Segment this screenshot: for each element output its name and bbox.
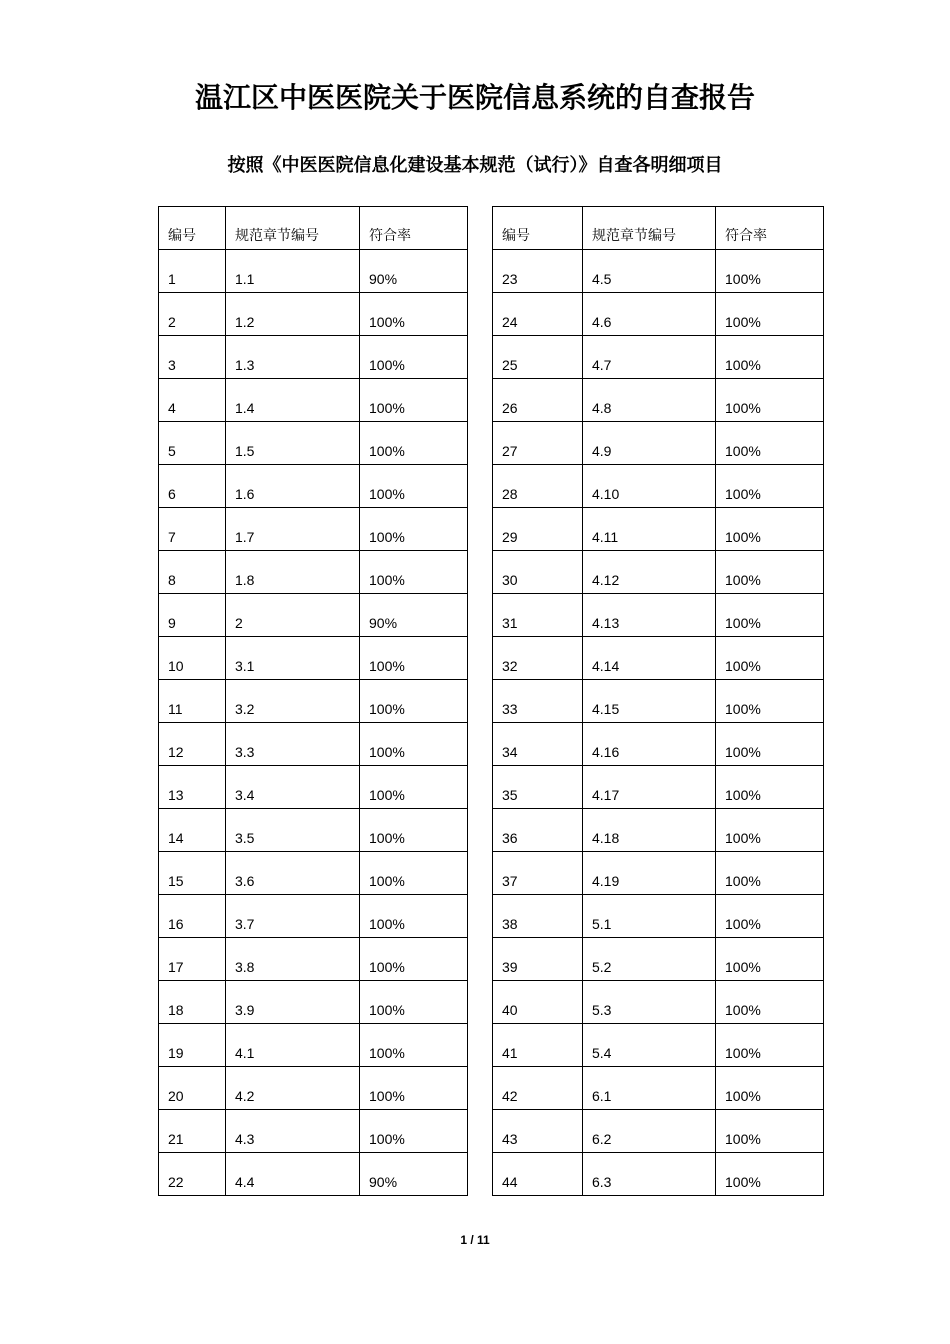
table-row <box>159 852 468 895</box>
cell-number: 6 <box>159 465 226 508</box>
cell-number: 36 <box>493 809 583 852</box>
cell-section: 4.2 <box>226 1067 360 1110</box>
cell-section: 3.9 <box>226 981 360 1024</box>
cell-rate: 100% <box>716 508 824 551</box>
cell-rate: 90% <box>360 594 468 637</box>
cell-section: 3.4 <box>226 766 360 809</box>
cell-rate: 100% <box>716 981 824 1024</box>
table-row <box>159 551 468 594</box>
table-row <box>159 594 468 637</box>
cell-rate: 100% <box>716 809 824 852</box>
table-row <box>159 637 468 680</box>
table-row <box>493 422 824 465</box>
header-rate: 符合率 <box>360 207 468 250</box>
left-compliance-table <box>158 206 468 1196</box>
header-number: 编号 <box>493 207 583 250</box>
cell-section: 1.8 <box>226 551 360 594</box>
table-row <box>159 680 468 723</box>
cell-rate: 90% <box>360 1153 468 1196</box>
cell-number: 14 <box>159 809 226 852</box>
cell-number: 33 <box>493 680 583 723</box>
table-row <box>493 637 824 680</box>
table-row <box>493 809 824 852</box>
table-row <box>493 938 824 981</box>
cell-rate: 100% <box>716 422 824 465</box>
table-row <box>159 1153 468 1196</box>
cell-section: 5.3 <box>583 981 716 1024</box>
cell-number: 1 <box>159 250 226 293</box>
cell-section: 4.16 <box>583 723 716 766</box>
cell-rate: 100% <box>716 594 824 637</box>
cell-rate: 100% <box>360 336 468 379</box>
cell-number: 24 <box>493 293 583 336</box>
cell-rate: 100% <box>360 895 468 938</box>
cell-section: 4.10 <box>583 465 716 508</box>
table-row <box>493 250 824 293</box>
cell-number: 29 <box>493 508 583 551</box>
cell-section: 4.6 <box>583 293 716 336</box>
table-row <box>493 981 824 1024</box>
cell-section: 1.5 <box>226 422 360 465</box>
cell-section: 4.4 <box>226 1153 360 1196</box>
table-row <box>159 250 468 293</box>
table-row <box>493 895 824 938</box>
cell-rate: 100% <box>360 1110 468 1153</box>
cell-section: 5.2 <box>583 938 716 981</box>
cell-section: 4.7 <box>583 336 716 379</box>
document-subtitle: 按照《中医医院信息化建设基本规范（试行）》自查各明细项目 <box>227 155 723 176</box>
cell-section: 3.8 <box>226 938 360 981</box>
cell-rate: 100% <box>716 637 824 680</box>
cell-section: 6.1 <box>583 1067 716 1110</box>
cell-number: 20 <box>159 1067 226 1110</box>
cell-rate: 100% <box>716 1067 824 1110</box>
cell-rate: 100% <box>716 852 824 895</box>
cell-section: 4.1 <box>226 1024 360 1067</box>
cell-rate: 100% <box>716 766 824 809</box>
cell-section: 3.7 <box>226 895 360 938</box>
table-row <box>493 508 824 551</box>
table-row <box>159 422 468 465</box>
table-row <box>493 293 824 336</box>
cell-number: 17 <box>159 938 226 981</box>
table-row <box>493 1024 824 1067</box>
cell-section: 4.18 <box>583 809 716 852</box>
cell-number: 8 <box>159 551 226 594</box>
cell-section: 3.6 <box>226 852 360 895</box>
cell-rate: 100% <box>716 1024 824 1067</box>
cell-number: 7 <box>159 508 226 551</box>
cell-section: 1.3 <box>226 336 360 379</box>
cell-number: 31 <box>493 594 583 637</box>
cell-rate: 100% <box>360 938 468 981</box>
cell-number: 27 <box>493 422 583 465</box>
table-row <box>493 723 824 766</box>
table-row <box>159 895 468 938</box>
cell-number: 18 <box>159 981 226 1024</box>
cell-number: 4 <box>159 379 226 422</box>
table-row <box>493 1067 824 1110</box>
cell-number: 30 <box>493 551 583 594</box>
table-row <box>159 336 468 379</box>
cell-section: 6.2 <box>583 1110 716 1153</box>
table-row <box>159 379 468 422</box>
table-row <box>159 766 468 809</box>
cell-number: 13 <box>159 766 226 809</box>
cell-number: 11 <box>159 680 226 723</box>
cell-section: 4.13 <box>583 594 716 637</box>
table-row <box>159 1067 468 1110</box>
cell-section: 1.2 <box>226 293 360 336</box>
right-table-body <box>493 250 824 1196</box>
cell-rate: 100% <box>716 250 824 293</box>
cell-number: 25 <box>493 336 583 379</box>
cell-section: 6.3 <box>583 1153 716 1196</box>
cell-number: 23 <box>493 250 583 293</box>
cell-rate: 100% <box>360 981 468 1024</box>
cell-number: 44 <box>493 1153 583 1196</box>
cell-number: 15 <box>159 852 226 895</box>
cell-rate: 100% <box>716 723 824 766</box>
cell-number: 37 <box>493 852 583 895</box>
cell-section: 4.19 <box>583 852 716 895</box>
table-row <box>493 680 824 723</box>
table-row <box>493 379 824 422</box>
cell-rate: 100% <box>360 379 468 422</box>
table-row <box>159 293 468 336</box>
table-row <box>493 852 824 895</box>
cell-number: 38 <box>493 895 583 938</box>
cell-rate: 100% <box>360 766 468 809</box>
cell-rate: 90% <box>360 250 468 293</box>
cell-number: 42 <box>493 1067 583 1110</box>
table-header-row <box>493 207 824 250</box>
cell-rate: 100% <box>360 852 468 895</box>
cell-rate: 100% <box>360 422 468 465</box>
cell-number: 19 <box>159 1024 226 1067</box>
cell-number: 5 <box>159 422 226 465</box>
cell-section: 3.3 <box>226 723 360 766</box>
cell-section: 5.4 <box>583 1024 716 1067</box>
cell-section: 3.5 <box>226 809 360 852</box>
cell-rate: 100% <box>716 379 824 422</box>
table-row <box>159 1024 468 1067</box>
cell-number: 22 <box>159 1153 226 1196</box>
right-compliance-table <box>492 206 824 1196</box>
cell-section: 5.1 <box>583 895 716 938</box>
table-row <box>159 1110 468 1153</box>
cell-section: 1.7 <box>226 508 360 551</box>
table-row <box>493 1153 824 1196</box>
cell-number: 3 <box>159 336 226 379</box>
cell-number: 16 <box>159 895 226 938</box>
table-row <box>159 809 468 852</box>
cell-rate: 100% <box>360 465 468 508</box>
cell-section: 4.8 <box>583 379 716 422</box>
header-section: 规范章节编号 <box>583 207 716 250</box>
header-rate: 符合率 <box>716 207 824 250</box>
cell-section: 1.4 <box>226 379 360 422</box>
table-row <box>493 594 824 637</box>
cell-rate: 100% <box>360 637 468 680</box>
cell-rate: 100% <box>716 293 824 336</box>
cell-section: 4.11 <box>583 508 716 551</box>
cell-rate: 100% <box>360 551 468 594</box>
table-row <box>159 508 468 551</box>
table-row <box>159 465 468 508</box>
cell-rate: 100% <box>360 293 468 336</box>
cell-number: 41 <box>493 1024 583 1067</box>
cell-section: 4.9 <box>583 422 716 465</box>
cell-number: 12 <box>159 723 226 766</box>
cell-rate: 100% <box>716 551 824 594</box>
cell-number: 28 <box>493 465 583 508</box>
table-row <box>493 766 824 809</box>
cell-section: 4.12 <box>583 551 716 594</box>
cell-number: 9 <box>159 594 226 637</box>
table-row <box>493 336 824 379</box>
cell-rate: 100% <box>360 809 468 852</box>
cell-section: 3.2 <box>226 680 360 723</box>
cell-number: 10 <box>159 637 226 680</box>
cell-rate: 100% <box>716 680 824 723</box>
table-row <box>159 981 468 1024</box>
cell-number: 39 <box>493 938 583 981</box>
cell-section: 1.6 <box>226 465 360 508</box>
cell-rate: 100% <box>360 508 468 551</box>
cell-section: 4.17 <box>583 766 716 809</box>
table-row <box>493 551 824 594</box>
cell-rate: 100% <box>360 723 468 766</box>
cell-rate: 100% <box>716 1153 824 1196</box>
header-number: 编号 <box>159 207 226 250</box>
cell-section: 3.1 <box>226 637 360 680</box>
cell-rate: 100% <box>716 465 824 508</box>
cell-section: 4.14 <box>583 637 716 680</box>
cell-rate: 100% <box>360 1024 468 1067</box>
cell-section: 4.3 <box>226 1110 360 1153</box>
page-number: 1 / 11 <box>460 1233 490 1247</box>
table-row <box>493 1110 824 1153</box>
table-header-row <box>159 207 468 250</box>
left-table-body <box>159 250 468 1196</box>
cell-number: 43 <box>493 1110 583 1153</box>
cell-rate: 100% <box>716 938 824 981</box>
cell-section: 2 <box>226 594 360 637</box>
cell-number: 26 <box>493 379 583 422</box>
document-title: 温江区中医医院关于医院信息系统的自查报告 <box>194 81 755 114</box>
cell-section: 4.5 <box>583 250 716 293</box>
cell-rate: 100% <box>360 680 468 723</box>
header-section: 规范章节编号 <box>226 207 360 250</box>
cell-number: 40 <box>493 981 583 1024</box>
cell-section: 4.15 <box>583 680 716 723</box>
table-row <box>159 938 468 981</box>
table-row <box>159 723 468 766</box>
cell-number: 21 <box>159 1110 226 1153</box>
cell-number: 32 <box>493 637 583 680</box>
cell-number: 2 <box>159 293 226 336</box>
cell-number: 35 <box>493 766 583 809</box>
cell-rate: 100% <box>716 336 824 379</box>
cell-rate: 100% <box>360 1067 468 1110</box>
table-row <box>493 465 824 508</box>
cell-rate: 100% <box>716 895 824 938</box>
cell-number: 34 <box>493 723 583 766</box>
cell-rate: 100% <box>716 1110 824 1153</box>
cell-section: 1.1 <box>226 250 360 293</box>
